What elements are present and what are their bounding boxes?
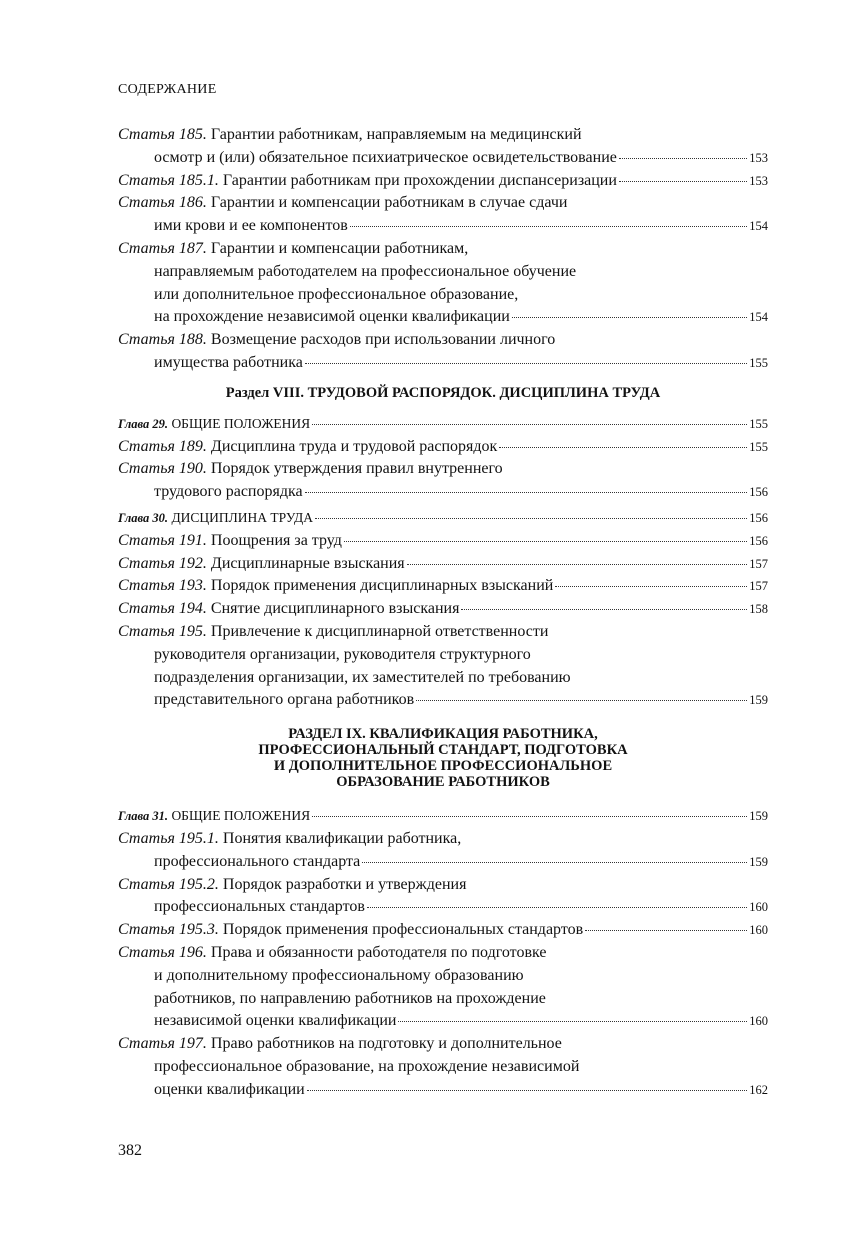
running-head: СОДЕРЖАНИЕ <box>118 82 217 97</box>
article-label: Статья 190. <box>118 460 207 478</box>
toc-title-text: ими крови и ее компонентов <box>154 217 348 235</box>
toc-entry <box>118 598 768 621</box>
toc-entry <box>118 530 768 553</box>
dot-leader <box>350 226 747 227</box>
toc-line <box>118 507 768 530</box>
toc-line-text <box>118 575 553 598</box>
toc-title-text: Дисциплинарные взыскания <box>210 554 405 572</box>
section-heading-line: ОБРАЗОВАНИЕ РАБОТНИКОВ <box>336 774 550 791</box>
toc-line-text <box>154 990 546 1007</box>
toc-entry <box>118 942 768 1033</box>
toc-line-text <box>154 1079 305 1102</box>
toc-line <box>118 530 768 553</box>
toc-title-text: направляемым работодателем на профессиональное обучение <box>154 262 577 280</box>
toc-line-text <box>118 598 459 621</box>
toc-title-text: Гарантии работникам при прохождении диспансеризации <box>222 171 617 189</box>
toc-title-text: Права и обязанности работодателя по подготовке <box>210 943 547 961</box>
toc-title-text: осмотр и (или) обязательное психиатрическое освидетельствование <box>154 148 617 166</box>
toc-title-text: независимой оценки квалификации <box>154 1012 397 1030</box>
section-heading-line: И ДОПОЛНИТЕЛЬНОЕ ПРОФЕССИОНАЛЬНОЕ <box>273 758 613 775</box>
toc-page-number: 160 <box>749 923 768 938</box>
toc-line <box>118 942 768 965</box>
toc-title-text: профессиональных стандартов <box>154 898 365 916</box>
toc-page-number: 156 <box>749 533 768 548</box>
toc-line <box>118 306 768 329</box>
toc-title-text: имущества работника <box>154 353 303 371</box>
toc-line <box>118 896 768 919</box>
toc-line-text <box>118 240 468 257</box>
article-label: Статья 193. <box>118 577 207 595</box>
toc-line <box>118 1079 768 1102</box>
toc-entry <box>118 874 768 920</box>
toc-title-text: на прохождение независимой оценки квалификации <box>154 308 510 326</box>
article-label: Статья 195.3. <box>118 921 219 939</box>
toc-title-text: Право работников на подготовку и дополнительное <box>210 1035 562 1053</box>
toc-title-text: трудового распорядка <box>154 483 303 501</box>
toc-page-number: 154 <box>749 310 768 325</box>
toc-line-text <box>118 876 466 893</box>
toc-entry <box>118 238 768 329</box>
toc-title-text: представительного органа работников <box>154 691 415 709</box>
toc-title-text: Снятие дисциплинарного взыскания <box>210 600 460 618</box>
toc-title-text: или дополнительное профессиональное образование, <box>154 285 519 303</box>
toc-entry <box>118 553 768 576</box>
dot-leader <box>312 424 747 425</box>
toc-line <box>118 1010 768 1033</box>
toc-line-text <box>118 194 567 211</box>
article-label: Статья 189. <box>118 437 207 455</box>
toc-chapter <box>118 413 768 436</box>
dot-leader <box>499 447 747 448</box>
dot-leader <box>305 492 748 493</box>
toc-line <box>118 352 768 375</box>
toc-page-number: 159 <box>749 693 768 708</box>
toc-line-text <box>154 1058 579 1075</box>
toc-title-text: Гарантии работникам, направляемым на медицинский <box>210 126 582 143</box>
toc-title-text: подразделения организации, их заместителей по требованию <box>154 668 571 686</box>
toc-line <box>118 575 768 598</box>
toc-line <box>118 805 768 828</box>
toc-title-text: профессиональное образование, на прохождение независимой <box>154 1057 580 1075</box>
toc-line <box>118 238 768 261</box>
toc-line-text <box>154 481 303 504</box>
toc-line-text <box>118 553 405 576</box>
toc-line-text <box>118 126 582 143</box>
toc-line <box>118 458 768 481</box>
toc-line <box>118 553 768 576</box>
toc-title-text: Дисциплина труда и трудовой распорядок <box>210 437 498 455</box>
toc-entry <box>118 575 768 598</box>
toc-title-text: профессионального стандарта <box>154 852 361 870</box>
article-label: Статья 185.1. <box>118 171 219 189</box>
toc-line-text <box>118 507 313 530</box>
toc-line <box>118 1056 768 1079</box>
toc-line <box>118 436 768 459</box>
dot-leader <box>305 363 747 364</box>
toc-entry <box>118 458 768 504</box>
dot-leader <box>344 541 747 542</box>
toc-page-number: 157 <box>749 556 768 571</box>
toc-line <box>118 1033 768 1056</box>
dot-leader <box>307 1090 748 1091</box>
toc-page-number: 156 <box>749 485 768 500</box>
toc-line <box>118 170 768 193</box>
section-heading-line: Раздел VIII. ТРУДОВОЙ РАСПОРЯДОК. ДИСЦИПЛИНА ТРУДА <box>225 384 661 401</box>
toc-line-text <box>118 919 583 942</box>
toc-line <box>118 919 768 942</box>
toc-page-number: 153 <box>749 150 768 165</box>
toc-page-number: 156 <box>749 510 768 525</box>
toc-page-number: 153 <box>749 173 768 188</box>
toc-line-text <box>118 530 342 553</box>
toc-line <box>118 644 768 667</box>
toc-line <box>118 667 768 690</box>
toc-title-text: Понятия квалификации работника, <box>222 829 462 847</box>
toc-line-text <box>118 805 310 828</box>
dot-leader <box>512 317 747 318</box>
toc-entry <box>118 436 768 459</box>
toc-entry <box>118 192 768 238</box>
section-heading-line: ПРОФЕССИОНАЛЬНЫЙ СТАНДАРТ, ПОДГОТОВКА <box>258 742 628 759</box>
toc-line-text <box>118 1035 562 1052</box>
toc-line-text <box>118 623 548 640</box>
toc-line <box>118 988 768 1011</box>
article-label: Статья 195. <box>118 622 207 640</box>
toc-line <box>118 147 768 170</box>
toc-chapter <box>118 805 768 828</box>
toc-line-text <box>154 147 617 170</box>
article-label: Статья 192. <box>118 554 207 572</box>
dot-leader <box>555 586 747 587</box>
dot-leader <box>619 158 747 159</box>
toc-page-number: 157 <box>749 579 768 594</box>
toc-entry <box>118 329 768 375</box>
toc-line-text <box>118 944 546 961</box>
chapter-label: Глава 31. <box>118 809 169 824</box>
toc-line <box>118 965 768 988</box>
toc-line <box>118 481 768 504</box>
article-label: Статья 187. <box>118 239 207 257</box>
dot-leader <box>362 862 747 863</box>
dot-leader <box>416 700 747 701</box>
toc-entry <box>118 1033 768 1101</box>
toc-page-number: 160 <box>749 1014 768 1029</box>
toc-page-number: 162 <box>749 1082 768 1097</box>
toc-entry <box>118 621 768 712</box>
toc-title-text: Порядок применения профессиональных стандартов <box>222 921 584 939</box>
toc-line <box>118 261 768 284</box>
article-label: Статья 196. <box>118 943 207 961</box>
section-heading-line: РАЗДЕЛ IX. КВАЛИФИКАЦИЯ РАБОТНИКА, <box>288 726 598 743</box>
article-label: Статья 197. <box>118 1035 207 1053</box>
toc-line-text <box>154 646 531 663</box>
dot-leader <box>619 181 747 182</box>
toc-page-number: 160 <box>749 900 768 915</box>
dot-leader <box>398 1021 747 1022</box>
toc-line-text <box>154 215 348 238</box>
toc-line <box>118 874 768 897</box>
toc-line-text <box>118 436 497 459</box>
toc-line <box>118 192 768 215</box>
toc-title-text: Возмещение расходов при использовании личного <box>210 331 556 349</box>
chapter-label: Глава 30. <box>118 510 169 525</box>
article-label: Статья 194. <box>118 600 207 618</box>
toc-entry <box>118 170 768 193</box>
toc-line <box>118 329 768 352</box>
toc-line-text <box>154 851 360 874</box>
toc-line-text <box>154 669 571 686</box>
toc-line-text <box>118 413 310 436</box>
toc-line <box>118 621 768 644</box>
toc-line-text <box>154 352 303 375</box>
toc-entry <box>118 124 768 170</box>
toc-title-text: ОБЩИЕ ПОЛОЖЕНИЯ <box>171 808 311 824</box>
toc-entry <box>118 919 768 942</box>
toc-chapter <box>118 507 768 530</box>
toc-page-number: 154 <box>749 219 768 234</box>
article-label: Статья 195.1. <box>118 829 219 847</box>
article-label: Статья 195.2. <box>118 875 219 893</box>
toc-line-text <box>154 286 518 303</box>
toc-title-text: и дополнительному профессиональному образованию <box>154 966 524 984</box>
toc-line <box>118 689 768 712</box>
toc-title-text: руководителя организации, руководителя структурного <box>154 645 531 663</box>
table-of-contents <box>118 124 768 1101</box>
toc-line-text <box>118 331 555 348</box>
toc-entry <box>118 828 768 874</box>
toc-line <box>118 124 768 147</box>
toc-title-text: Привлечение к дисциплинарной ответственности <box>210 622 549 640</box>
toc-title-text: Порядок разработки и утверждения <box>222 875 467 893</box>
dot-leader <box>461 609 747 610</box>
toc-title-text: оценки квалификации <box>154 1080 305 1098</box>
toc-page-number: 155 <box>749 416 768 431</box>
toc-line-text <box>154 1010 396 1033</box>
dot-leader <box>407 564 748 565</box>
toc-line-text <box>154 967 524 984</box>
toc-page-number: 159 <box>749 809 768 824</box>
toc-line <box>118 851 768 874</box>
toc-title-text: ДИСЦИПЛИНА ТРУДА <box>171 509 313 525</box>
toc-line-text <box>154 306 510 329</box>
page-number: 382 <box>118 1142 142 1159</box>
chapter-label: Глава 29. <box>118 416 169 431</box>
section-heading <box>118 375 768 410</box>
toc-title-text: Порядок применения дисциплинарных взысканий <box>210 577 554 595</box>
dot-leader <box>585 930 747 931</box>
toc-line <box>118 413 768 436</box>
toc-title-text: Порядок утверждения правил внутреннего <box>210 460 503 478</box>
toc-line-text <box>154 689 414 712</box>
toc-title-text: ОБЩИЕ ПОЛОЖЕНИЯ <box>171 415 311 431</box>
section-heading <box>118 712 768 802</box>
toc-line <box>118 215 768 238</box>
toc-line <box>118 284 768 307</box>
toc-title-text: Гарантии и компенсации работникам в случае сдачи <box>210 194 568 212</box>
toc-page-number: 155 <box>749 355 768 370</box>
toc-line <box>118 828 768 851</box>
toc-line-text <box>118 460 503 477</box>
dot-leader <box>315 518 747 519</box>
article-label: Статья 186. <box>118 194 207 212</box>
dot-leader <box>367 907 747 908</box>
toc-page-number: 158 <box>749 602 768 617</box>
toc-page-number: 155 <box>749 439 768 454</box>
toc-line-text <box>118 170 617 193</box>
toc-title-text: работников, по направлению работников на прохождение <box>154 989 546 1007</box>
toc-line-text <box>154 896 365 919</box>
toc-line-text <box>154 263 576 280</box>
article-label: Статья 191. <box>118 531 207 549</box>
toc-title-text: Гарантии и компенсации работникам, <box>210 239 469 257</box>
article-label: Статья 185. <box>118 126 207 143</box>
article-label: Статья 188. <box>118 331 207 349</box>
toc-title-text: Поощрения за труд <box>210 531 342 549</box>
toc-line-text <box>118 830 461 847</box>
dot-leader <box>312 816 747 817</box>
toc-line <box>118 598 768 621</box>
toc-page-number: 159 <box>749 854 768 869</box>
